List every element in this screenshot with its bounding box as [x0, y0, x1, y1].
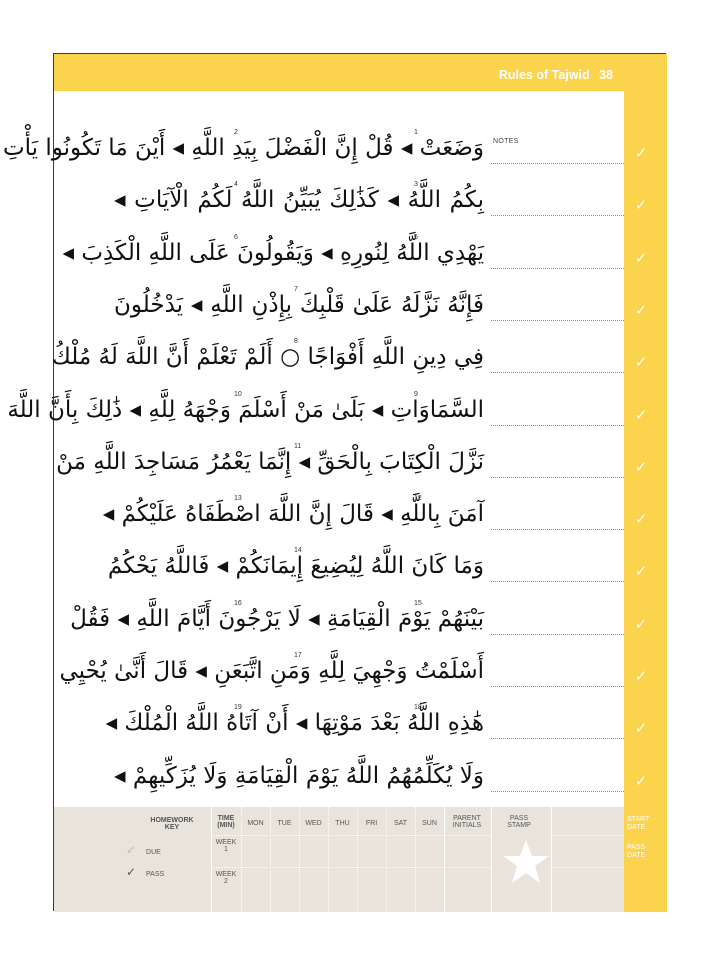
check-icon[interactable]: ✓: [634, 667, 648, 685]
verse-number: 13: [234, 495, 242, 503]
notes-line: [491, 372, 624, 373]
stamp-divider-1: [551, 835, 624, 836]
week-1-word: WEEK: [215, 839, 237, 846]
check-icon[interactable]: ✓: [634, 196, 648, 215]
row-divider-2: [211, 867, 491, 868]
day-column-divider: [415, 807, 416, 912]
pass-stamp-header: [494, 815, 544, 829]
notes-line: [491, 215, 624, 216]
verse-number: 4: [234, 181, 238, 189]
page-title: Rules of Tajwid: [498, 68, 590, 82]
day-column-divider: [328, 807, 329, 912]
check-icon[interactable]: ✓: [634, 353, 648, 372]
quran-line: وَمَا كَانَ اللَّهُ لِيُضِيعَ إِيمَانَكُمْ ◂ فَاللَّهُ يَحْكُمُ: [107, 553, 484, 580]
homework-key-line-2: KEY: [164, 824, 180, 831]
pass-key: [126, 865, 164, 879]
notes-line: [491, 268, 624, 269]
week-2-number: 2: [224, 878, 228, 885]
day-header-mon: MON: [247, 820, 264, 827]
verse-number: 7: [294, 285, 298, 293]
day-column-divider: [241, 807, 242, 912]
start-word: START: [627, 816, 650, 823]
quran-line: السَّمَاوَاتِ ◂ بَلَىٰ مَنْ أَسْلَمَ وَجْهَهُ لِلَّهِ ◂ ذَٰلِكَ بِأَنَّ اللَّهَ: [7, 396, 484, 423]
pass-date-word: PASS: [627, 844, 646, 851]
start-date-label: [627, 816, 649, 832]
divider: [551, 807, 552, 912]
verse-number: 3: [414, 181, 418, 189]
quran-line: هَٰذِهِ اللَّهُ بَعْدَ مَوْتِهَا ◂ أَنْ آتَاهُ اللَّهُ الْمُلْكَ ◂: [105, 710, 484, 737]
week-2-label: [214, 871, 238, 885]
stamp-divider-2: [551, 867, 624, 868]
check-icon[interactable]: ✓: [634, 248, 648, 267]
quran-line: نَزَّلَ الْكِتَابَ بِالْحَقِّ ◂ إِنَّمَا يَعْمُرُ مَسَاجِدَ اللَّهِ مَنْ: [56, 448, 484, 475]
pass-label: PASS: [146, 871, 165, 878]
check-icon[interactable]: ✓: [634, 510, 648, 529]
start-date-word: DATE: [627, 824, 646, 831]
workbook-page: [2, 53, 666, 911]
notes-line: [491, 738, 624, 739]
check-icon[interactable]: ✓: [634, 719, 648, 738]
notes-line: [491, 686, 624, 687]
day-header-wed: WED: [305, 820, 322, 827]
check-icon[interactable]: ✓: [634, 144, 648, 162]
quran-line: يَهْدِي اللَّهُ لِنُورِهِ ◂ وَيَقُولُونَ عَلَى اللَّهِ الْكَذِبَ ◂: [62, 239, 484, 266]
quran-line: بَيْنَهُمْ يَوْمَ الْقِيَامَةِ ◂ لَا يَرْجُونَ أَيَّامَ اللَّهِ ◂ فَقُلْ: [70, 605, 484, 632]
homework-key-title: [142, 817, 202, 831]
check-icon[interactable]: ✓: [634, 614, 648, 633]
verse-number: 1: [414, 129, 418, 136]
homework-panel: [54, 807, 624, 912]
quran-line: وَضَعَتْ ◂ قُلْ إِنَّ الْفَضْلَ بِيَدِ اللَّهِ ◂ أَيْنَ مَا تَكُونُوا يَأْتِ: [2, 135, 484, 161]
quran-line: آمَنَ بِاللَّهِ ◂ قَالَ إِنَّ اللَّهَ اصْطَفَاهُ عَلَيْكُمْ ◂: [102, 501, 484, 528]
divider: [211, 807, 212, 912]
notes-line: [491, 791, 624, 792]
notes-line: [491, 529, 624, 530]
due-key: [126, 843, 161, 857]
check-icon[interactable]: ✓: [634, 405, 648, 424]
parent-initials-header: [445, 815, 489, 829]
day-column-divider: [386, 807, 387, 912]
parent-label: PARENT: [453, 815, 481, 822]
check-icon[interactable]: ✓: [634, 300, 648, 319]
notes-label: NOTES: [493, 138, 519, 145]
time-label: TIME: [217, 815, 235, 822]
pass-date-label: [627, 844, 645, 860]
notes-line: [491, 634, 624, 635]
verse-number: 19: [234, 704, 242, 712]
notes-line: [491, 163, 624, 164]
day-header-tue: TUE: [277, 820, 292, 827]
verse-number: 17: [294, 652, 302, 659]
day-column-divider: [270, 807, 271, 912]
notes-line: [491, 320, 624, 321]
due-check-icon: ✓: [126, 843, 137, 857]
notes-line: [491, 425, 624, 426]
check-icon[interactable]: ✓: [634, 771, 648, 790]
quran-line: فِي دِينِ اللَّهِ أَفْوَاجًا ○ أَلَمْ تَعْلَمْ أَنَّ اللَّهَ لَهُ مُلْكُ: [51, 344, 484, 371]
quran-line: فَإِنَّهُ نَزَّلَهُ عَلَىٰ قَلْبِكَ بِإِذْنِ اللَّهِ ◂ يَدْخُلُونَ: [114, 291, 484, 318]
day-column-divider: [299, 807, 300, 912]
quran-line: أَسْلَمْتُ وَجْهِيَ لِلَّهِ وَمَنِ اتَّبَعَنِ ◂ قَالَ أَنَّىٰ يُحْيِي: [59, 658, 484, 684]
pass-check-icon: ✓: [126, 865, 137, 879]
verse-number: 14: [294, 547, 302, 555]
verse-number: 6: [234, 233, 238, 241]
verse-number: 8: [294, 338, 298, 346]
week-1-number: 1: [224, 846, 228, 853]
verse-number: 2: [234, 129, 238, 136]
row-divider-1: [211, 835, 491, 836]
lesson-content: [2, 91, 624, 807]
day-column-divider: [357, 807, 358, 912]
notes-line: [491, 581, 624, 582]
check-icon[interactable]: ✓: [634, 457, 648, 476]
week-1-label: [214, 839, 238, 853]
notes-line: [491, 477, 624, 478]
day-header-sat: SAT: [393, 820, 408, 827]
time-header: [214, 815, 238, 829]
day-header-sun: SUN: [422, 820, 437, 827]
divider: [491, 807, 492, 912]
pass-stamp-line-1: PASS: [509, 815, 529, 822]
page-number: 38: [599, 68, 613, 82]
verse-number: 11: [294, 442, 302, 450]
day-header-fri: FRI: [365, 820, 378, 827]
day-header-thu: THU: [335, 820, 350, 827]
verse-number: 5: [414, 233, 418, 241]
verse-number: 12: [414, 495, 422, 503]
initials-label: INITIALS: [452, 822, 482, 829]
check-icon[interactable]: ✓: [634, 562, 648, 581]
verse-number: 16: [234, 599, 242, 607]
verse-number: 10: [234, 390, 242, 398]
verse-number: 18: [414, 704, 422, 712]
week-2-word: WEEK: [215, 871, 237, 878]
pass-stamp-line-2: STAMP: [507, 822, 531, 829]
verse-number: 9: [414, 390, 418, 398]
time-unit-label: (MIN): [217, 822, 235, 829]
homework-key-line-1: HOMEWORK: [150, 817, 194, 824]
quran-line: بِكُمُ اللَّهُ ◂ كَذَٰلِكَ يُبَيِّنُ اللَّهُ لَكُمُ الْآيَاتِ ◂: [114, 187, 484, 214]
pass-date-date-word: DATE: [627, 852, 646, 859]
quran-line: وَلَا يُكَلِّمُهُمُ اللَّهُ يَوْمَ الْقِيَامَةِ وَلَا يُزَكِّيهِمْ ◂: [114, 762, 484, 789]
verse-number: 15: [414, 599, 422, 607]
star-icon: [502, 839, 550, 885]
page-header: [499, 68, 613, 82]
due-label: DUE: [146, 849, 161, 856]
